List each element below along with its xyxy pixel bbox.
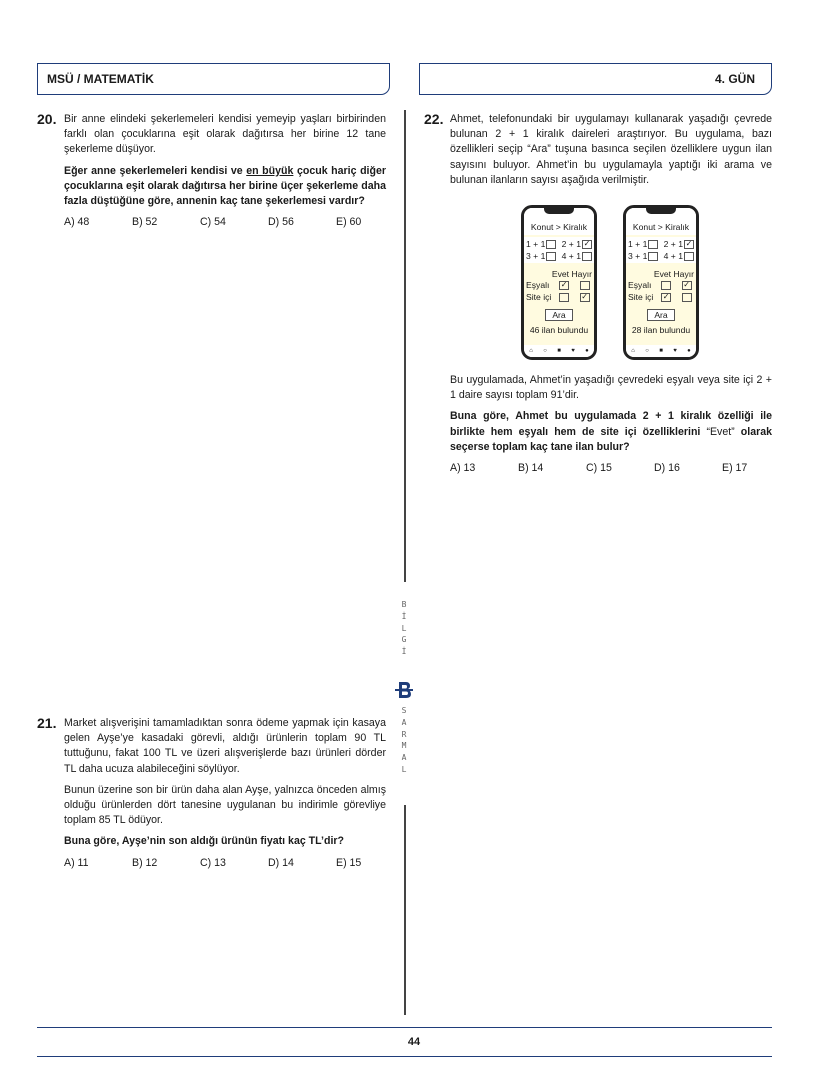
phone-nav-bar: [524, 345, 594, 357]
room-1-1: 1 + 1: [628, 239, 648, 249]
q21-paragraph-1: Market alışverişini tamamladıktan sonra ödeme yapmak için kasaya gelen Ayşe’ye kasadaki görevli, aldığı ürünlerin toplam 90 TL tuttuğunu, fakat 100 TL ve üzeri alışverişlerde bazı ürünleri dörder TL daha ucuza alabileceğini söylüyor.: [64, 717, 386, 775]
q21-number: 21.: [37, 715, 57, 731]
phone-title: Konut > Kiralık: [626, 217, 696, 235]
checkbox-4-1[interactable]: [582, 252, 592, 261]
question-22: [450, 112, 772, 194]
column-divider-top: [404, 110, 406, 582]
q20-option-b[interactable]: B) 52: [132, 216, 158, 229]
q22-question: [450, 409, 772, 455]
home-icon[interactable]: ⌂: [529, 348, 533, 354]
question-21: [64, 716, 386, 871]
site-hayir-checkbox[interactable]: [682, 293, 692, 302]
q20-number: 20.: [37, 111, 57, 127]
phone-search-1: [521, 205, 597, 360]
profile-icon[interactable]: ●: [687, 348, 691, 354]
room-1-1: 1 + 1: [526, 239, 546, 249]
q20-options: [64, 215, 386, 230]
brand-letter: L: [401, 623, 407, 633]
q22-option-b[interactable]: B) 14: [518, 462, 544, 475]
q21-option-d[interactable]: D) 14: [268, 856, 294, 869]
q21-options: [64, 856, 386, 871]
phone-status-bar: [626, 208, 696, 217]
hayir-label: Hayır: [673, 269, 694, 279]
q20-q-underline: en büyük: [246, 164, 294, 177]
q20-paragraph: Bir anne elindeki şekerlemeleri kendisi yemeyip yaşları birbirinden farklı olan çocuklarına eşit olarak dağıtırsa her birine 12 tane şekerleme düşüyor.: [64, 113, 386, 156]
evet-label: Evet: [653, 269, 672, 279]
q21-option-e[interactable]: E) 15: [336, 856, 362, 869]
q21-question: Buna göre, Ayşe’nin son aldığı ürünün fiyatı kaç TL’dir?: [64, 835, 344, 848]
checkbox-1-1[interactable]: [648, 240, 658, 249]
header-day: 4. GÜN: [419, 63, 772, 95]
room-2-1: 2 + 1: [663, 239, 683, 249]
esyali-evet-checkbox[interactable]: ✓: [560, 280, 568, 290]
q20-option-a[interactable]: A) 48: [64, 216, 90, 229]
checkbox-3-1[interactable]: [546, 252, 556, 261]
result-text: 46 ilan bulundu: [529, 325, 589, 335]
brand-letter: S: [401, 706, 407, 715]
room-3-1: 3 + 1: [628, 251, 648, 261]
search-icon[interactable]: ○: [645, 348, 649, 354]
phone-title: Konut > Kiralık: [524, 217, 594, 235]
header-subject: MSÜ / MATEMATİK: [37, 63, 390, 95]
footer-rule-top: [37, 1027, 772, 1028]
q20-q-part1: Eğer anne şekerlemeleri kendisi ve: [64, 164, 247, 177]
q22-paragraph-1: Ahmet, telefonundaki bir uygulamayı kullanarak yaşadığı çevrede bulunan 2 + 1 kiralık daireleri araştırıyor. Bu uygulama, bazı özellikleri seçip “Ara” tuşuna basınca seçilen özelliklere uygun ilan sayısını buluyor. Ahmet’in bu uygulamayla yaptığı iki arama ve bulunan ilanların sayısı aşağıda verilmiştir.: [450, 113, 772, 186]
brand-vertical-top: [398, 599, 410, 658]
save-icon[interactable]: ■: [659, 348, 663, 354]
column-divider-bottom: [404, 805, 406, 1015]
brand-letter: İ: [401, 647, 407, 657]
checkbox-1-1[interactable]: [546, 240, 556, 249]
q22-q-part1: Buna göre, Ahmet bu uygulamada 2 + 1 kiralık özelliği ile birlikte hem eşyalı hem de site içi özelliklerini: [450, 410, 772, 438]
q21-paragraph-2: Bunun üzerine son bir ürün daha alan Ayşe, yalnızca önceden almış olduğu ürünlerden dört tanesine uygulanan bu indirimle görevliye toplam 85 TL ödüyor.: [64, 783, 386, 827]
brand-letter: A: [401, 753, 407, 763]
brand-letter: G: [401, 635, 407, 645]
brand-letter: R: [401, 729, 407, 739]
logo-icon: [393, 679, 415, 701]
room-4-1: 4 + 1: [663, 251, 683, 261]
site-label: Site içi: [628, 292, 654, 302]
question-22-cont: [450, 373, 772, 476]
q20-q-part2: çocuk hariç diğer çocuklarına eşit olarak dağıtırsa her birine üçer şekerleme daha fazla düştüğüne göre, annenin kaç tane şekerlemesi vardır?: [64, 164, 386, 208]
q22-option-d[interactable]: D) 16: [654, 462, 680, 475]
q20-option-c[interactable]: C) 54: [200, 216, 226, 229]
esyali-evet-checkbox[interactable]: [661, 281, 671, 290]
question-20: [64, 112, 386, 230]
q22-q-quote: “Evet”: [706, 425, 735, 438]
q20-option-e[interactable]: E) 60: [336, 216, 362, 229]
room-grid: [626, 237, 696, 263]
q22-option-a[interactable]: A) 13: [450, 462, 476, 475]
checkbox-3-1[interactable]: [648, 252, 658, 261]
result-text: 28 ilan bulundu: [631, 325, 691, 335]
room-4-1: 4 + 1: [561, 251, 581, 261]
checkbox-2-1[interactable]: ✓: [685, 239, 693, 249]
yes-no-headers: [524, 269, 594, 279]
brand-letter: B: [401, 600, 407, 609]
save-icon[interactable]: ■: [557, 348, 561, 354]
home-icon[interactable]: ⌂: [631, 348, 635, 354]
q20-question: [64, 164, 386, 210]
esyali-label: Eşyalı: [526, 280, 550, 290]
q21-option-c[interactable]: C) 13: [200, 856, 226, 869]
q22-number: 22.: [424, 111, 444, 127]
checkbox-4-1[interactable]: [684, 252, 694, 261]
phone-status-bar: [524, 208, 594, 217]
brand-letter: İ: [401, 611, 407, 621]
q22-q-part2: olarak seçerse toplam kaç tane ilan bulur?: [450, 425, 772, 453]
page-number: 44: [407, 1036, 421, 1048]
footer-rule-bottom: [37, 1056, 772, 1057]
room-grid: [524, 237, 594, 263]
heart-icon[interactable]: ♥: [673, 348, 677, 354]
esyali-label: Eşyalı: [628, 280, 652, 290]
site-hayir-checkbox[interactable]: ✓: [581, 292, 588, 302]
brand-letter: A: [401, 717, 407, 727]
phone-search-2: [623, 205, 699, 360]
esyali-hayir-checkbox[interactable]: [580, 281, 590, 290]
site-evet-checkbox[interactable]: ✓: [662, 292, 670, 302]
profile-icon[interactable]: ●: [585, 348, 589, 354]
ara-button[interactable]: Ara: [545, 309, 573, 321]
site-evet-checkbox[interactable]: [559, 293, 569, 302]
q21-option-a[interactable]: A) 11: [64, 856, 89, 869]
heart-icon[interactable]: ♥: [571, 348, 575, 354]
esyali-hayir-checkbox[interactable]: ✓: [683, 280, 690, 290]
phone-nav-bar: [626, 345, 696, 357]
ara-button[interactable]: Ara: [647, 309, 675, 321]
phone-notch: [646, 208, 676, 214]
q21-option-b[interactable]: B) 12: [132, 856, 158, 869]
brand-letter: M: [401, 741, 407, 751]
brand-letter: L: [401, 764, 407, 774]
logo-bar: [395, 689, 413, 691]
checkbox-2-1[interactable]: ✓: [583, 239, 591, 249]
phone-notch: [544, 208, 574, 214]
hayir-label: Hayır: [571, 269, 592, 279]
q22-option-e[interactable]: E) 17: [722, 462, 748, 475]
q20-option-d[interactable]: D) 56: [268, 216, 294, 229]
brand-vertical-bottom: [398, 705, 410, 776]
site-label: Site içi: [526, 292, 552, 302]
evet-label: Evet: [551, 269, 570, 279]
q22-options: [450, 461, 772, 476]
search-icon[interactable]: ○: [543, 348, 547, 354]
brand-logo: [393, 679, 415, 701]
room-2-1: 2 + 1: [561, 239, 581, 249]
room-3-1: 3 + 1: [526, 251, 546, 261]
yes-no-headers: [626, 269, 696, 279]
q22-paragraph-2: Bu uygulamada, Ahmet’in yaşadığı çevredeki eşyalı veya site içi 2 + 1 daire sayısı toplam 91’dir.: [450, 374, 772, 402]
q22-option-c[interactable]: C) 15: [586, 462, 612, 475]
